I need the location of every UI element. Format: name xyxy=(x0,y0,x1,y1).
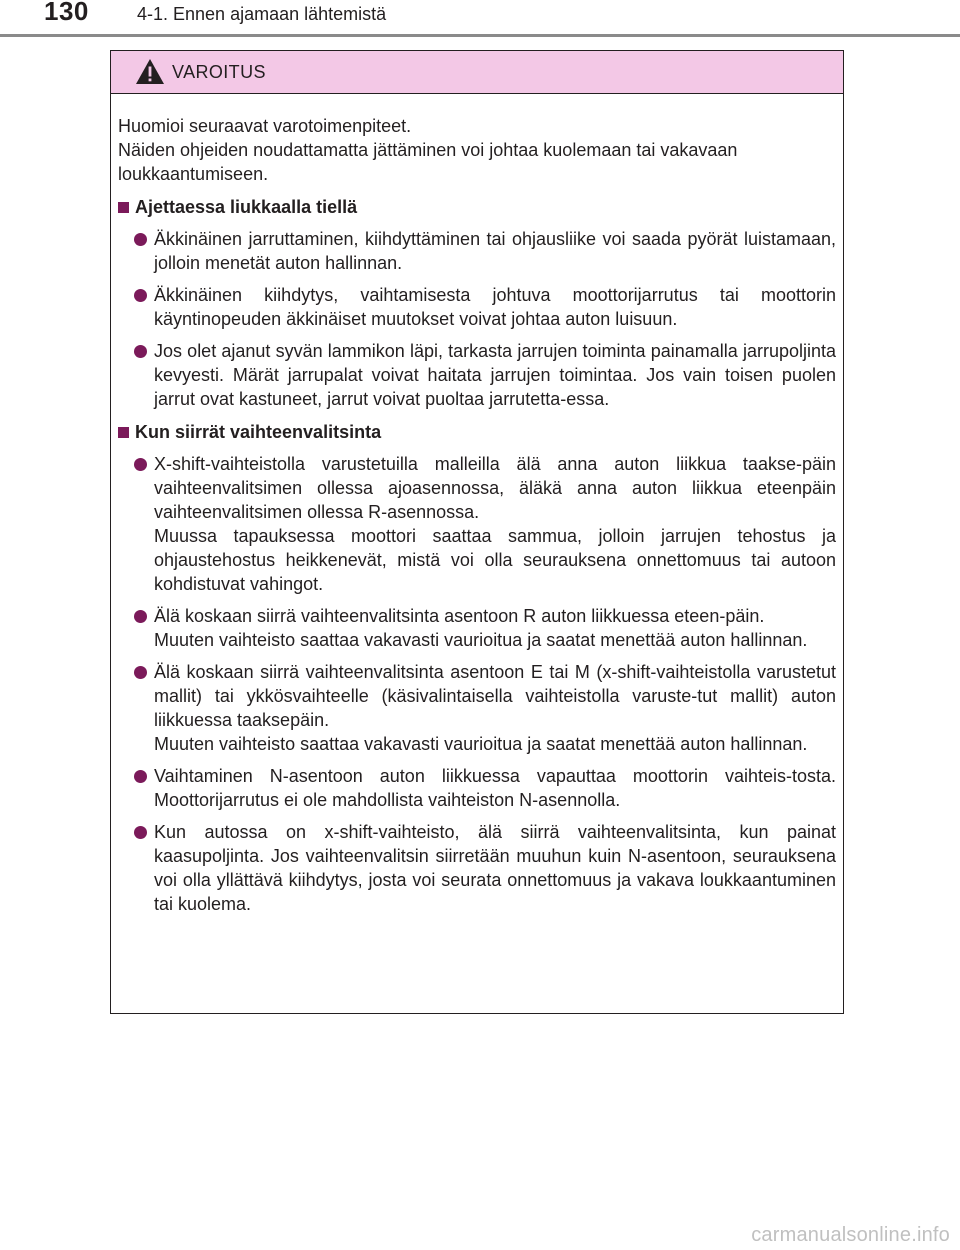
list-item xyxy=(118,820,836,916)
watermark-logo[interactable]: carmanualsonline.info xyxy=(751,1224,950,1246)
list-item-text: Äkkinäinen jarruttaminen, kiihdyttäminen tai ohjausliike voi saada pyörät luistamaan, jolloin menetät auton hallinnan. xyxy=(154,229,836,273)
page-header xyxy=(0,0,960,38)
list-item-text: Muussa tapauksessa moottori saattaa sammua, jolloin jarrujen tehostus ja ohjaustehostus heikkenevät, mistä voi olla seurauksena onnettomuus tai autoon kohdistuvat vahingot. xyxy=(154,526,836,594)
square-bullet-icon xyxy=(118,202,129,213)
circle-bullet-icon xyxy=(134,770,147,783)
list-item xyxy=(118,452,836,596)
list-item xyxy=(118,227,836,275)
warning-intro xyxy=(118,114,836,186)
section-heading-text: Ajettaessa liukkaalla tiellä xyxy=(135,197,358,217)
list-item xyxy=(118,764,836,812)
circle-bullet-icon xyxy=(134,666,147,679)
list-item xyxy=(118,283,836,331)
list-item-text: Kun autossa on x-shift-vaihteisto, älä siirrä vaihteenvalitsinta, kun painat kaasupoljinta. Jos vaihteenvalitsin siirretään muuhun kuin N-asentoon, seurauksena voi olla yllättävä kiihdytys, josta voi seurata onnettomuus ja vakava loukkaantuminen tai kuolema. xyxy=(154,822,836,914)
circle-bullet-icon xyxy=(134,233,147,246)
list-item-text: Älä koskaan siirrä vaihteenvalitsinta asentoon R auton liikkuessa eteen-päin. xyxy=(154,606,765,626)
list-item-text: Muuten vaihteisto saattaa vakavasti vaurioitua ja saatat menettää auton hallinnan. xyxy=(154,630,808,650)
list-item-text: Äkkinäinen kiihdytys, vaihtamisesta johtuva moottorijarrutus tai moottorin käyntinopeuden äkkinäiset muutokset voivat johtaa auton luisuun. xyxy=(154,285,836,329)
list-item-text: Muuten vaihteisto saattaa vakavasti vaurioitua ja saatat menettää auton hallinnan. xyxy=(154,734,808,754)
page-number: 130 xyxy=(44,0,89,26)
section-heading xyxy=(118,420,836,444)
circle-bullet-icon xyxy=(134,826,147,839)
list-item xyxy=(118,660,836,756)
list-item-text: Jos olet ajanut syvän lammikon läpi, tarkasta jarrujen toiminta painamalla jarrupoljinta kevyesti. Märät jarrupalat voivat haitata jarrujen toimintaa. Jos vain toisen puolen jarrut ovat kastuneet, jarrut voivat puoltaa jarrutetta-essa. xyxy=(154,341,836,409)
list-item-text: X-shift-vaihteistolla varustetuilla malleilla älä anna auton liikkua taakse-päin vaihteenvalitsimen ollessa ajoasennossa, äläkä anna auton liikkua eteenpäin vaihteenvalitsimen ollessa R-asennossa. xyxy=(154,454,836,522)
intro-line: Näiden ohjeiden noudattamatta jättäminen voi johtaa kuolemaan tai vakavaan loukkaantumiseen. xyxy=(118,140,738,184)
intro-line: Huomioi seuraavat varotoimenpiteet. xyxy=(118,116,412,136)
list-item-text: Vaihtaminen N-asentoon auton liikkuessa vapauttaa moottorin vaihteis-tosta. Moottorijarrutus ei ole mahdollista vaihteiston N-asennolla. xyxy=(154,766,836,810)
warning-box xyxy=(110,50,844,1014)
circle-bullet-icon xyxy=(134,610,147,623)
section-heading-text: Kun siirrät vaihteenvalitsinta xyxy=(135,422,382,442)
section-heading xyxy=(118,195,836,219)
list-item xyxy=(118,339,836,411)
warning-body xyxy=(111,94,843,916)
warning-label: VAROITUS xyxy=(172,62,266,82)
list-item-text: Älä koskaan siirrä vaihteenvalitsinta asentoon E tai M (x-shift-vaihteistolla varustetut mallit) tai ykkösvaihteelle (käsivalintaisella vaihteistolla varuste-tut mallit) auton liikkuessa taaksepäin. xyxy=(154,662,836,730)
circle-bullet-icon xyxy=(134,458,147,471)
circle-bullet-icon xyxy=(134,345,147,358)
square-bullet-icon xyxy=(118,427,129,438)
list-item xyxy=(118,604,836,652)
warning-triangle-icon xyxy=(135,58,165,85)
circle-bullet-icon xyxy=(134,289,147,302)
section-title: 4-1. Ennen ajamaan lähtemistä xyxy=(137,4,387,24)
warning-header xyxy=(111,51,843,94)
header-divider xyxy=(0,34,960,37)
